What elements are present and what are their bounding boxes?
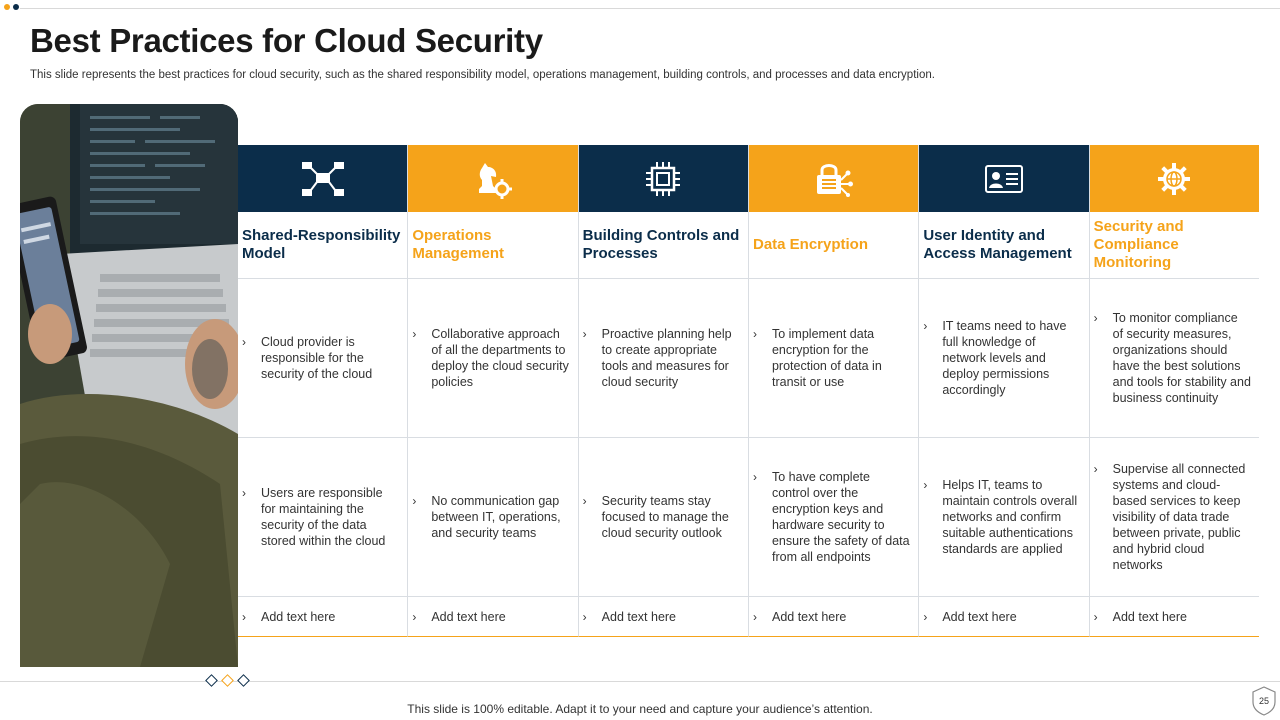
- diamond-icon: [221, 674, 234, 687]
- heading-building-controls: Building Controls and Processes: [579, 212, 749, 279]
- chevron-right-icon: ›: [1093, 462, 1098, 476]
- list-item: › Add text here: [582, 609, 677, 624]
- table-cell: [238, 597, 408, 637]
- points-row-3: [238, 597, 1259, 637]
- table-cell: [579, 597, 749, 637]
- chess-knight-gear-icon: [473, 159, 513, 199]
- icon-row: [238, 145, 1259, 212]
- table-cell: [408, 438, 578, 597]
- table-cell: [1090, 597, 1259, 637]
- icon-cell-operations: [408, 145, 578, 212]
- table-cell: [749, 279, 919, 438]
- list-item: › Collaborative approach of all the departments to deploy the cloud security policies: [412, 327, 569, 389]
- practices-table: [238, 145, 1259, 637]
- list-item: › Add text here: [923, 609, 1017, 624]
- chevron-right-icon: ›: [1093, 311, 1098, 325]
- page-number-badge: [1251, 686, 1277, 716]
- top-divider: [20, 8, 1280, 9]
- list-item: › Add text here: [1093, 609, 1187, 624]
- list-item: › IT teams need to have full knowledge of network levels and deploy permissions accordingly: [923, 319, 1067, 397]
- table-cell: [238, 438, 408, 597]
- slide-corner-dots: [4, 4, 19, 10]
- diamond-icon: [205, 674, 218, 687]
- points-row-1: [238, 279, 1259, 438]
- list-item: › Security teams stay focused to manage the cloud security outlook: [582, 494, 729, 540]
- slide-subtitle: This slide represents the best practices for cloud security, such as the shared responsibility model, operations management, building controls, and processes and data encryption.: [30, 69, 935, 81]
- heading-user-identity: User Identity and Access Management: [919, 212, 1089, 279]
- slide-nav-diamonds: [207, 676, 248, 685]
- table-cell: [579, 279, 749, 438]
- chevron-right-icon: ›: [582, 494, 587, 508]
- table-cell: [238, 279, 408, 438]
- chevron-right-icon: ›: [752, 470, 757, 484]
- chevron-right-icon: ›: [923, 609, 928, 624]
- chevron-right-icon: ›: [1093, 609, 1098, 624]
- table-cell: [1090, 438, 1259, 597]
- heading-compliance-monitoring: Security and Compliance Monitoring: [1090, 212, 1259, 279]
- slide-title: Best Practices for Cloud Security: [30, 22, 543, 59]
- points-row-2: [238, 438, 1259, 597]
- table-cell: [1090, 279, 1259, 438]
- heading-operations-management: Operations Management: [408, 212, 578, 279]
- table-cell: [919, 279, 1089, 438]
- lock-encryption-icon: [814, 161, 854, 197]
- chevron-right-icon: ›: [242, 335, 246, 349]
- list-item: › Proactive planning help to create appropriate tools and measures for cloud security: [582, 327, 732, 389]
- table-cell: [749, 438, 919, 597]
- list-item: › To monitor compliance of security measures, organizations should have the best solutions and tools for stability and business continuity: [1093, 311, 1251, 405]
- list-item: › Add text here: [242, 609, 336, 624]
- table-cell: [579, 438, 749, 597]
- icon-cell-shared-responsibility: [238, 145, 408, 212]
- table-cell: [408, 597, 578, 637]
- network-nodes-icon: [301, 161, 345, 197]
- table-cell: [408, 279, 578, 438]
- slide-footer-note: This slide is 100% editable. Adapt it to your need and capture your audience’s attention.: [407, 702, 873, 716]
- microchip-icon: [645, 161, 681, 197]
- chevron-right-icon: ›: [923, 478, 928, 492]
- id-card-icon: [985, 165, 1023, 193]
- list-item: › Cloud provider is responsible for the security of the cloud: [242, 335, 373, 381]
- chevron-right-icon: ›: [752, 609, 757, 624]
- diamond-icon: [237, 674, 250, 687]
- list-item: › Helps IT, teams to maintain controls overall networks and confirm suitable authentications standards are applied: [923, 478, 1078, 556]
- chevron-right-icon: ›: [582, 609, 587, 624]
- chevron-right-icon: ›: [752, 327, 757, 341]
- table-cell: [749, 597, 919, 637]
- list-item: › Add text here: [412, 609, 506, 624]
- gear-globe-icon: [1157, 162, 1191, 196]
- heading-data-encryption: Data Encryption: [749, 212, 919, 279]
- table-cell: [919, 597, 1089, 637]
- list-item: › To implement data encryption for the protection of data in transit or use: [752, 327, 882, 389]
- table-cell: [919, 438, 1089, 597]
- list-item: › Users are responsible for maintaining the security of the data stored within the cloud: [242, 486, 386, 548]
- list-item: › No communication gap between IT, operations, and security teams: [412, 494, 561, 540]
- icon-cell-building-controls: [579, 145, 749, 212]
- navy-dot: [13, 4, 19, 10]
- list-item: › Add text here: [752, 609, 847, 624]
- icon-cell-compliance-monitoring: [1090, 145, 1259, 212]
- list-item: › To have complete control over the encryption keys and hardware security to ensure the safety of data from all endpoints: [752, 470, 910, 564]
- list-item: › Supervise all connected systems and cloud-based services to keep visibility of data trade between private, public and hybrid cloud networks: [1093, 462, 1246, 572]
- heading-shared-responsibility: Shared-Responsibility Model: [238, 212, 408, 279]
- heading-row: [238, 212, 1259, 279]
- orange-dot: [4, 4, 10, 10]
- laptop-phone-photo: [20, 104, 238, 667]
- chevron-right-icon: ›: [242, 486, 246, 500]
- chevron-right-icon: ›: [412, 609, 417, 624]
- chevron-right-icon: ›: [412, 327, 417, 341]
- page-number: 25: [1258, 696, 1269, 706]
- chevron-right-icon: ›: [412, 494, 417, 508]
- chevron-right-icon: ›: [582, 327, 587, 341]
- chevron-right-icon: ›: [242, 609, 246, 624]
- icon-cell-data-encryption: [749, 145, 919, 212]
- bottom-divider: [0, 681, 1280, 682]
- icon-cell-user-identity: [919, 145, 1089, 212]
- chevron-right-icon: ›: [923, 319, 928, 333]
